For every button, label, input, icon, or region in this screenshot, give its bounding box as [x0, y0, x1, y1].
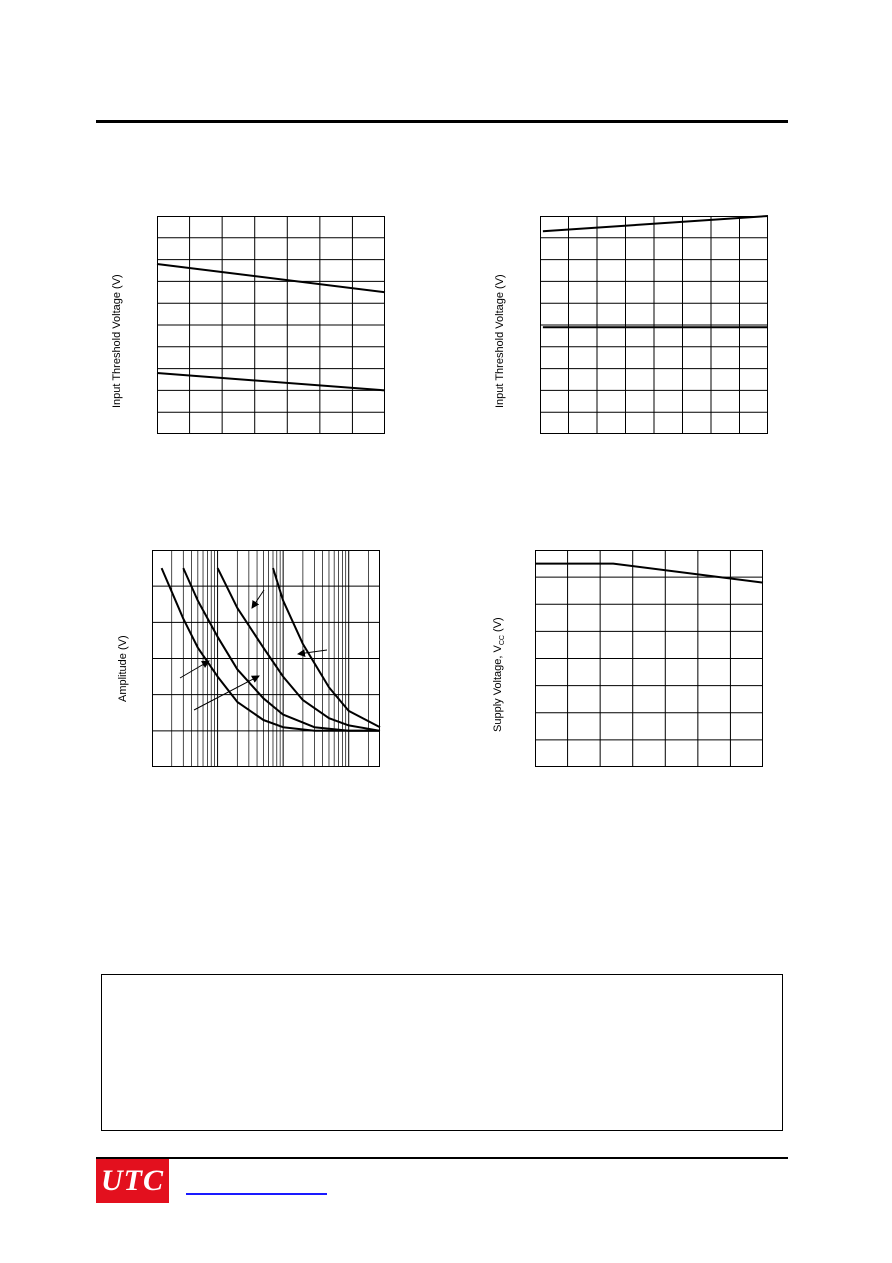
website-link[interactable] — [186, 1193, 327, 1195]
chart-left-ylabel: Input Threshold Voltage (V) — [111, 274, 123, 408]
supply-voltage-ylabel: Supply Voltage, $V_{CC}$ (V) — [492, 617, 507, 732]
series-line-4 — [273, 568, 380, 727]
header-rule — [96, 120, 788, 123]
utc-logo — [96, 1159, 169, 1203]
supply-voltage-chart — [535, 550, 763, 767]
chart-right-ylabel: Input Threshold Voltage (V) — [494, 274, 506, 408]
series-line-1 — [543, 216, 768, 231]
threshold-voltage-chart-left — [157, 216, 385, 434]
series-line-3 — [218, 568, 380, 731]
series-line-1 — [535, 564, 763, 583]
series-line-2 — [183, 568, 380, 731]
amplitude-chart — [152, 550, 380, 767]
threshold-voltage-chart-right — [540, 216, 768, 434]
amplitude-ylabel: Amplitude (V) — [117, 635, 129, 702]
notice-box — [101, 974, 783, 1131]
annotation-arrow-1 — [180, 661, 209, 678]
logo-text: UTC — [101, 1164, 164, 1197]
annotation-arrow-3 — [252, 590, 264, 608]
footer-rule — [96, 1157, 788, 1159]
series-line-1 — [157, 264, 385, 292]
annotation-arrow-2 — [194, 676, 259, 710]
series-line-2 — [157, 373, 385, 390]
